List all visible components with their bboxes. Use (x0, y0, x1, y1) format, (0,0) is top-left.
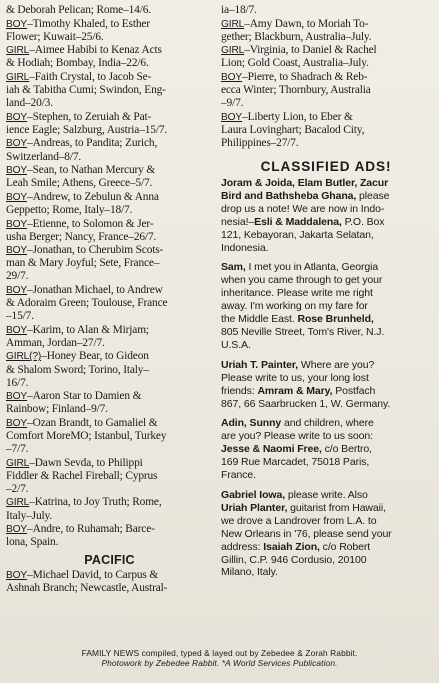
classified-ad (221, 359, 431, 411)
announcement-entry (6, 218, 213, 244)
entry-text: –Pierre, to Shadrach & Reb- ecca Winter; Thornbury, Australia –9/7. (221, 70, 371, 110)
ad-name: Uriah Planter, (221, 501, 288, 514)
announcement-entry (6, 284, 213, 323)
publication-footer (0, 648, 439, 668)
ad-text: please write. Also (287, 488, 368, 501)
announcement-entry (6, 111, 213, 137)
ad-text: please drop us a note! We are now in Indo- nesia!– (221, 189, 390, 228)
announcement-entry (6, 523, 213, 549)
entry-text: –Stephen, to Zeruiah & Pat- ience Eagle; Salzburg, Austria–15/7. (6, 110, 168, 136)
entry-label: BOY (6, 191, 28, 203)
ad-text: 805 Neville Street, Tom's River, N.J. U.S.A. (221, 326, 385, 351)
right-column (221, 4, 431, 586)
entry-label: GIRL (221, 45, 245, 57)
announcement-entry (221, 71, 431, 110)
announcement-entry (221, 4, 431, 17)
entry-text: –Andreas, to Pandita; Zurich, Switzerland–8/7. (6, 137, 158, 163)
entry-text: –Jonathan Michael, to Andrew & Adoraim Green; Toulouse, France –15/7. (6, 283, 168, 323)
ad-name: Joram & Joida, Elam Butler, Zacur Bird and Bathsheba Ghana, (221, 177, 389, 202)
announcement-entry (221, 44, 431, 70)
ad-name: Uriah T. Painter, (221, 358, 299, 371)
entry-label: GIRL (6, 457, 30, 469)
announcement-entry (6, 191, 213, 217)
entry-text: –Jonathan, to Cherubim Scots- man & Mary Joyful; Sete, France– 29/7. (6, 244, 164, 283)
entry-label: BOY (6, 570, 28, 582)
entry-label: BOY (6, 245, 28, 257)
ad-text: P.O. Box 121, Kebayoran, Jakarta Selatan, Indonesia. (221, 215, 385, 254)
entry-label: GIRL(?) (6, 351, 42, 363)
entry-text: & Deborah Pelican; Rome–14/6. (6, 4, 151, 16)
announcement-entry (6, 137, 213, 163)
announcement-entry (6, 390, 213, 416)
left-column (6, 4, 213, 596)
classified-ad (221, 261, 431, 351)
entry-text: –Aimee Habibi to Kenaz Acts & Hodiah; Bombay, India–22/6. (6, 44, 162, 70)
announcement-entry (6, 496, 213, 522)
announcement-entry (221, 18, 431, 44)
ad-name: Isaiah Zion, (263, 540, 320, 553)
ad-name: Adin, Sunny (221, 417, 282, 430)
ad-name: Esli & Maddalena, (254, 215, 342, 228)
ad-text: Postfach 867, 66 Saarbrucken 1, W. Germany. (221, 384, 391, 410)
announcement-entry (6, 44, 213, 70)
entry-label: GIRL (6, 45, 30, 57)
entry-label: GIRL (221, 18, 245, 30)
entry-label: BOY (6, 138, 28, 150)
entry-text: –Dawn Sevda, to Philippi Fiddler & Rachel Fireball; Cyprus –2/7. (6, 456, 158, 495)
announcement-entry (6, 244, 213, 283)
announcement-entry (6, 71, 213, 110)
entry-text: –Etienne, to Solomon & Jer- usha Berger; Nancy, France–26/7. (6, 217, 157, 243)
ad-text: I met you in Atlanta, Georgia when you came through to get your inheritance. Please write me right away. I'm working on my fare for the Middle East. (221, 261, 383, 326)
entry-text: –Liberty Lion, to Eber & Laura Lovinghart; Bacalod City, Philippines–27/7. (221, 110, 365, 149)
ad-name: Jesse & Naomi Free, (221, 443, 322, 456)
entry-label: GIRL (6, 71, 30, 83)
entry-text: –Katrina, to Joy Truth; Rome, Italy–July. (6, 496, 162, 522)
entry-label: BOY (6, 218, 28, 230)
entry-text: –Andre, to Ruhamah; Barce- lona, Spain. (6, 523, 155, 549)
section-title-pacific: PACIFIC (84, 553, 135, 568)
ad-text: and children, where are you? Please write to us soon: (221, 417, 374, 443)
entry-text: –Sean, to Nathan Mercury & Leah Smile; Athens, Greece–5/7. (6, 164, 156, 190)
entry-label: BOY (6, 391, 28, 403)
ad-text: c/o Bertro, 169 Rue Marcadet, 75018 Paris, France. (221, 443, 372, 482)
announcement-entry (6, 324, 213, 350)
announcement-entry (6, 350, 213, 389)
classified-ads-list (221, 177, 431, 579)
announcement-entry (6, 18, 213, 44)
entry-text: –Honey Bear, to Gideon & Shalom Sword; Torino, Italy– 16/7. (6, 350, 149, 389)
entry-text: –Faith Crystal, to Jacob Se- iah & Tabitha Cumi; Swindon, Eng- land–20/3. (6, 70, 166, 110)
entry-label: BOY (221, 111, 243, 123)
ad-name: Gabriel Iowa, (221, 488, 286, 501)
entry-text: –Virginia, to Daniel & Rachel Lion; Gold Coast, Australia–July. (221, 44, 377, 70)
footer-photowork: Photowork by Zebedee Rabbit. *A World Services Publication. (101, 658, 338, 668)
announcement-entry (6, 164, 213, 190)
announcement-entry (6, 4, 213, 17)
entry-label: BOY (6, 284, 28, 296)
announcement-entry (6, 569, 213, 595)
announcement-entry (6, 417, 213, 456)
entry-label: BOY (221, 71, 243, 83)
birth-announcements-list (6, 4, 213, 549)
entry-label: BOY (6, 524, 28, 536)
entry-label: BOY (6, 18, 28, 30)
classified-ad (221, 489, 431, 579)
ad-text: c/o Robert Gillin, C.P. 946 Cordusio, 20100 Milano, Italy. (221, 540, 371, 579)
ad-name: Rose Brunheld, (297, 313, 374, 326)
classified-ad (221, 417, 431, 482)
ad-name: Sam, (221, 261, 246, 274)
pacific-announcements-list (6, 569, 213, 595)
entry-text: –Andrew, to Zebulun & Anna Geppetto; Rome, Italy–18/7. (6, 190, 159, 216)
entry-text: –Amy Dawn, to Moriah To- gether; Blackburn, Australia–July. (221, 17, 372, 43)
entry-label: BOY (6, 417, 28, 429)
announcement-entry (6, 457, 213, 496)
classified-ads-heading: CLASSIFIED ADS! (260, 159, 392, 175)
entry-text: –Aaron Star to Damien & Rainbow; Finland–9/7. (6, 390, 142, 416)
announcement-entry (221, 111, 431, 150)
ad-name: Amram & Mary, (257, 384, 333, 397)
entry-text: –Timothy Khaled, to Esther Flower; Kuwait–25/6. (6, 17, 150, 43)
entry-text: –Karim, to Alan & Mirjam; Amman, Jordan–27/7. (6, 323, 149, 349)
entry-label: BOY (6, 165, 28, 177)
entry-text: –Michael David, to Carpus & Ashnah Branch; Newcastle, Austral- (6, 569, 168, 595)
entry-label: BOY (6, 324, 28, 336)
classified-ad (221, 177, 431, 254)
entry-text: ia–18/7. (221, 4, 257, 16)
birth-announcements-continued (221, 4, 431, 150)
entry-label: GIRL (6, 497, 30, 509)
footer-credits: FAMILY NEWS compiled, typed & layed out by Zebedee & Zorah Rabbit. (81, 648, 358, 658)
ad-text: guitarist from Hawaii, we drove a Landrover from L.A. to New Orleans in '76, please send your address: (221, 501, 392, 553)
entry-text: –Ozan Brandt, to Gamaliel & Comfort MoreMO; Istanbul, Turkey –7/7. (6, 416, 167, 456)
ad-text: Where are you? Please write to us, your long lost friends: (221, 358, 375, 397)
entry-label: BOY (6, 111, 28, 123)
